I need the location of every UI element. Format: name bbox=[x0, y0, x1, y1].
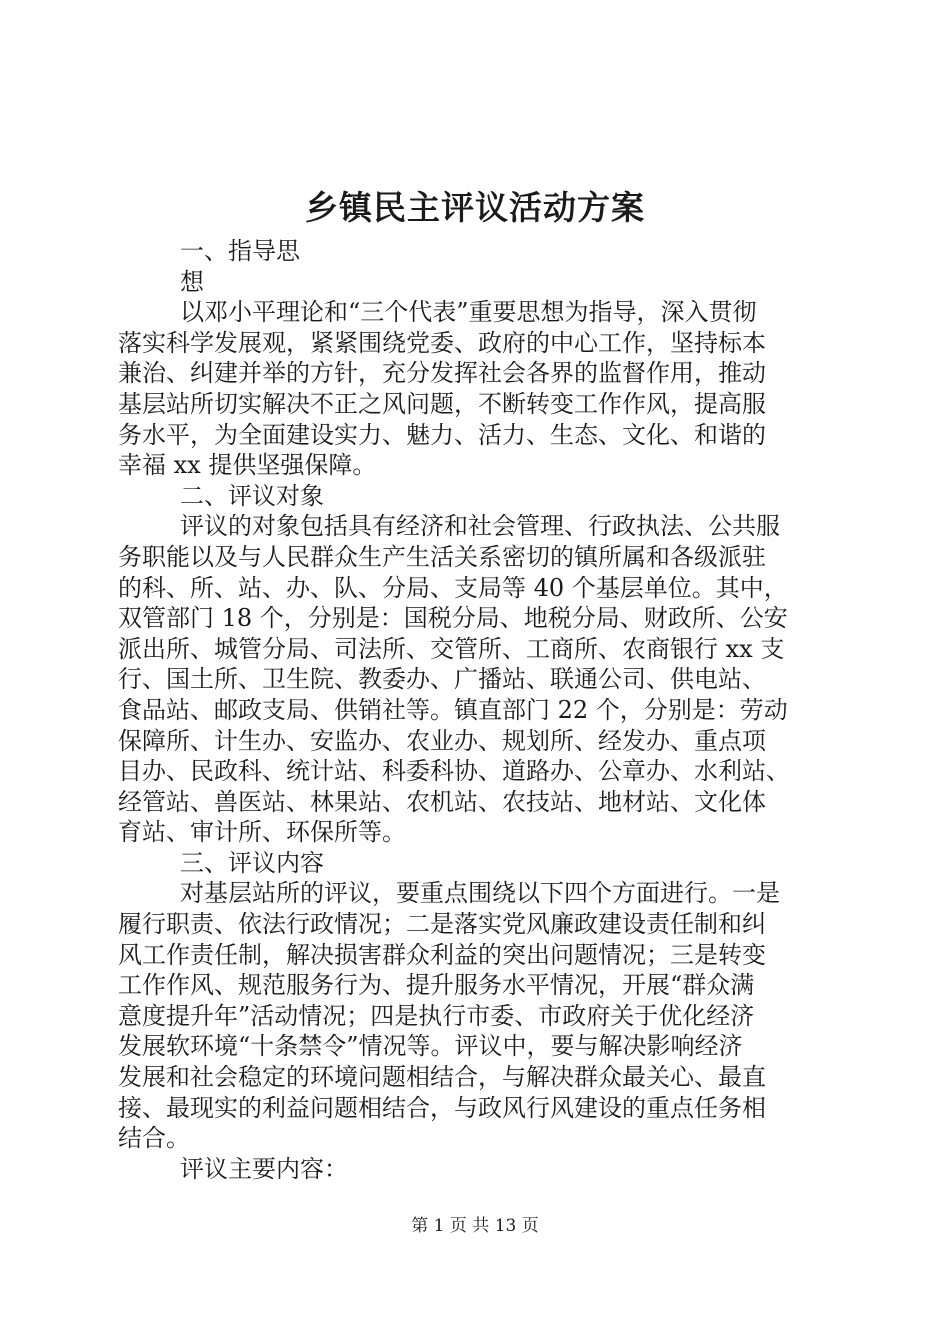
text-line: 保障所、计生办、安监办、农业办、规划所、经发办、重点项 bbox=[118, 726, 766, 755]
text-line: 对基层站所的评议，要重点围绕以下四个方面进行。一是 bbox=[180, 879, 780, 908]
text-line: 经管站、兽医站、林果站、农机站、农技站、地材站、文化体 bbox=[118, 787, 766, 816]
document-body bbox=[118, 236, 834, 1184]
text-line: 行、国土所、卫生院、教委办、广播站、联通公司、供电站、 bbox=[118, 665, 766, 694]
text-line: 务水平，为全面建设实力、魅力、活力、生态、文化、和谐的 bbox=[118, 420, 766, 449]
text-line: 评议的对象包括具有经济和社会管理、行政执法、公共服 bbox=[180, 512, 780, 541]
text-line: 履行职责、依法行政情况；二是落实党风廉政建设责任制和纠 bbox=[118, 910, 766, 939]
text-line: 三、评议内容 bbox=[180, 848, 324, 877]
text-line: 接、最现实的利益问题相结合，与政风行风建设的重点任务相 bbox=[118, 1093, 766, 1122]
text-line: 评议主要内容： bbox=[180, 1154, 348, 1183]
text-line: 风工作责任制，解决损害群众利益的突出问题情况；三是转变 bbox=[118, 940, 766, 969]
text-line: 双管部门 18 个，分别是：国税分局、地税分局、财政所、公安 bbox=[118, 604, 788, 633]
text-line: 意度提升年”活动情况；四是执行市委、市政府关于优化经济 bbox=[118, 1001, 755, 1030]
text-line: 一、指导思 bbox=[180, 237, 300, 265]
document-title: 乡镇民主评议活动方案 bbox=[305, 188, 645, 227]
text-line: 育站、审计所、环保所等。 bbox=[118, 818, 406, 847]
text-line: 发展软环境“十条禁令”情况等。评议中，要与解决影响经济 bbox=[118, 1032, 743, 1061]
text-line: 想 bbox=[180, 267, 204, 296]
text-line: 兼治、纠建并举的方针，充分发挥社会各界的监督作用，推动 bbox=[118, 359, 766, 388]
text-line: 务职能以及与人民群众生产生活关系密切的镇所属和各级派驻 bbox=[118, 542, 766, 571]
text-line: 食品站、邮政支局、供销社等。镇直部门 22 个，分别是：劳动 bbox=[118, 695, 788, 724]
text-line: 发展和社会稳定的环境问题相结合，与解决群众最关心、最直 bbox=[118, 1063, 766, 1092]
text-line: 目办、民政科、统计站、科委科协、道路办、公章办、水利站、 bbox=[118, 757, 790, 786]
text-line: 的科、所、站、办、队、分局、支局等 40 个基层单位。其中， bbox=[118, 573, 788, 602]
text-line: 以邓小平理论和“三个代表”重要思想为指导，深入贯彻 bbox=[180, 298, 757, 327]
text-line: 结合。 bbox=[118, 1124, 190, 1153]
text-line: 落实科学发展观，紧紧围绕党委、政府的中心工作，坚持标本 bbox=[118, 328, 766, 357]
text-line: 工作作风、规范服务行为、提升服务水平情况，开展“群众满 bbox=[118, 971, 755, 1000]
page-footer: 第 1 页 共 13 页 bbox=[411, 1216, 539, 1236]
text-line: 基层站所切实解决不正之风问题，不断转变工作作风，提高服 bbox=[118, 389, 766, 418]
text-line: 派出所、城管分局、司法所、交管所、工商所、农商银行 xx 支 bbox=[118, 634, 785, 663]
text-line: 二、评议对象 bbox=[180, 481, 324, 510]
text-line: 幸福 xx 提供坚强保障。 bbox=[118, 451, 377, 480]
